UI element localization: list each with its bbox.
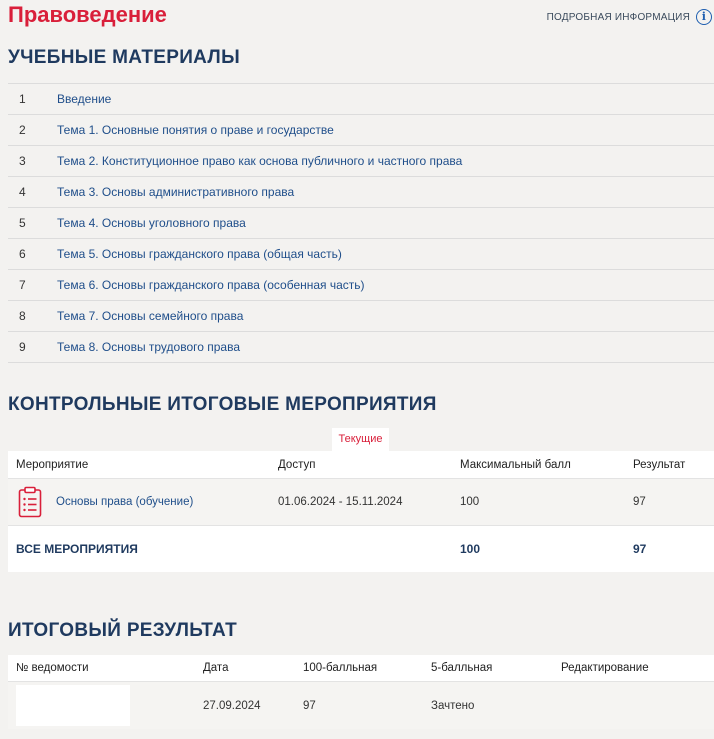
info-icon: i (696, 9, 712, 25)
max-score: 100 (460, 496, 480, 508)
more-info-label: ПОДРОБНАЯ ИНФОРМАЦИЯ (546, 11, 690, 23)
result-score: 97 (633, 496, 646, 508)
column-header: Результат (633, 458, 686, 471)
list-item (8, 115, 714, 146)
total-max-score: 100 (460, 542, 481, 556)
clipboard-icon (18, 486, 44, 518)
material-link[interactable]: Тема 7. Основы семейного права (57, 309, 244, 323)
column-header: 100-балльная (303, 662, 378, 674)
materials-heading: УЧЕБНЫЕ МАТЕРИАЛЫ (8, 47, 240, 68)
results-table (8, 655, 714, 729)
material-link[interactable]: Тема 6. Основы гражданского права (особенная часть) (57, 278, 365, 292)
column-header: Доступ (278, 458, 316, 471)
events-table-header (8, 451, 714, 479)
access-period: 01.06.2024 - 15.11.2024 (278, 496, 403, 508)
item-number: 3 (19, 154, 26, 168)
item-number: 4 (19, 185, 26, 199)
statement-number (16, 685, 130, 726)
materials-list (8, 83, 714, 363)
item-number: 8 (19, 309, 26, 323)
table-row (8, 479, 714, 526)
item-number: 5 (19, 216, 26, 230)
list-item (8, 332, 714, 363)
column-header: Редактирование (561, 662, 649, 674)
item-number: 6 (19, 247, 26, 261)
material-link[interactable]: Тема 1. Основные понятия о праве и государстве (57, 123, 334, 137)
total-label: ВСЕ МЕРОПРИЯТИЯ (16, 542, 138, 556)
column-header: Дата (203, 662, 229, 674)
item-number: 1 (19, 92, 26, 106)
total-result: 97 (633, 542, 647, 556)
list-item (8, 146, 714, 177)
material-link[interactable]: Тема 4. Основы уголовного права (57, 216, 246, 230)
column-header: 5-балльная (431, 662, 493, 674)
material-link[interactable]: Тема 3. Основы административного права (57, 185, 295, 199)
score-100: 97 (303, 699, 316, 712)
page-title: Правоведение (8, 2, 167, 27)
list-item (8, 177, 714, 208)
material-link[interactable]: Тема 5. Основы гражданского права (общая часть) (57, 247, 342, 261)
events-total-row (8, 526, 714, 572)
list-item (8, 84, 714, 115)
material-link[interactable]: Тема 8. Основы трудового права (57, 340, 241, 354)
result-date: 27.09.2024 (203, 699, 261, 712)
column-header: Максимальный балл (460, 458, 571, 471)
list-item (8, 239, 714, 270)
results-heading: ИТОГОВЫЙ РЕЗУЛЬТАТ (8, 620, 238, 641)
column-header: Мероприятие (16, 458, 89, 471)
events-heading: КОНТРОЛЬНЫЕ ИТОГОВЫЕ МЕРОПРИЯТИЯ (8, 394, 437, 415)
event-cell (8, 486, 278, 518)
tab-current[interactable]: Текущие (332, 428, 389, 451)
statement-number-cell (8, 685, 203, 726)
event-link[interactable]: Основы права (обучение) (56, 496, 194, 508)
material-link[interactable]: Введение (57, 92, 112, 106)
list-item (8, 270, 714, 301)
material-link[interactable]: Тема 2. Конституционное право как основа публичного и частного права (57, 154, 463, 168)
score-5: Зачтено (431, 699, 475, 712)
item-number: 2 (19, 123, 26, 137)
item-number: 9 (19, 340, 26, 354)
list-item (8, 208, 714, 239)
list-item (8, 301, 714, 332)
results-table-header (8, 655, 714, 682)
item-number: 7 (19, 278, 26, 292)
more-info-link[interactable] (547, 9, 712, 25)
column-header: № ведомости (16, 662, 89, 674)
table-row (8, 682, 714, 729)
events-table (8, 451, 714, 572)
